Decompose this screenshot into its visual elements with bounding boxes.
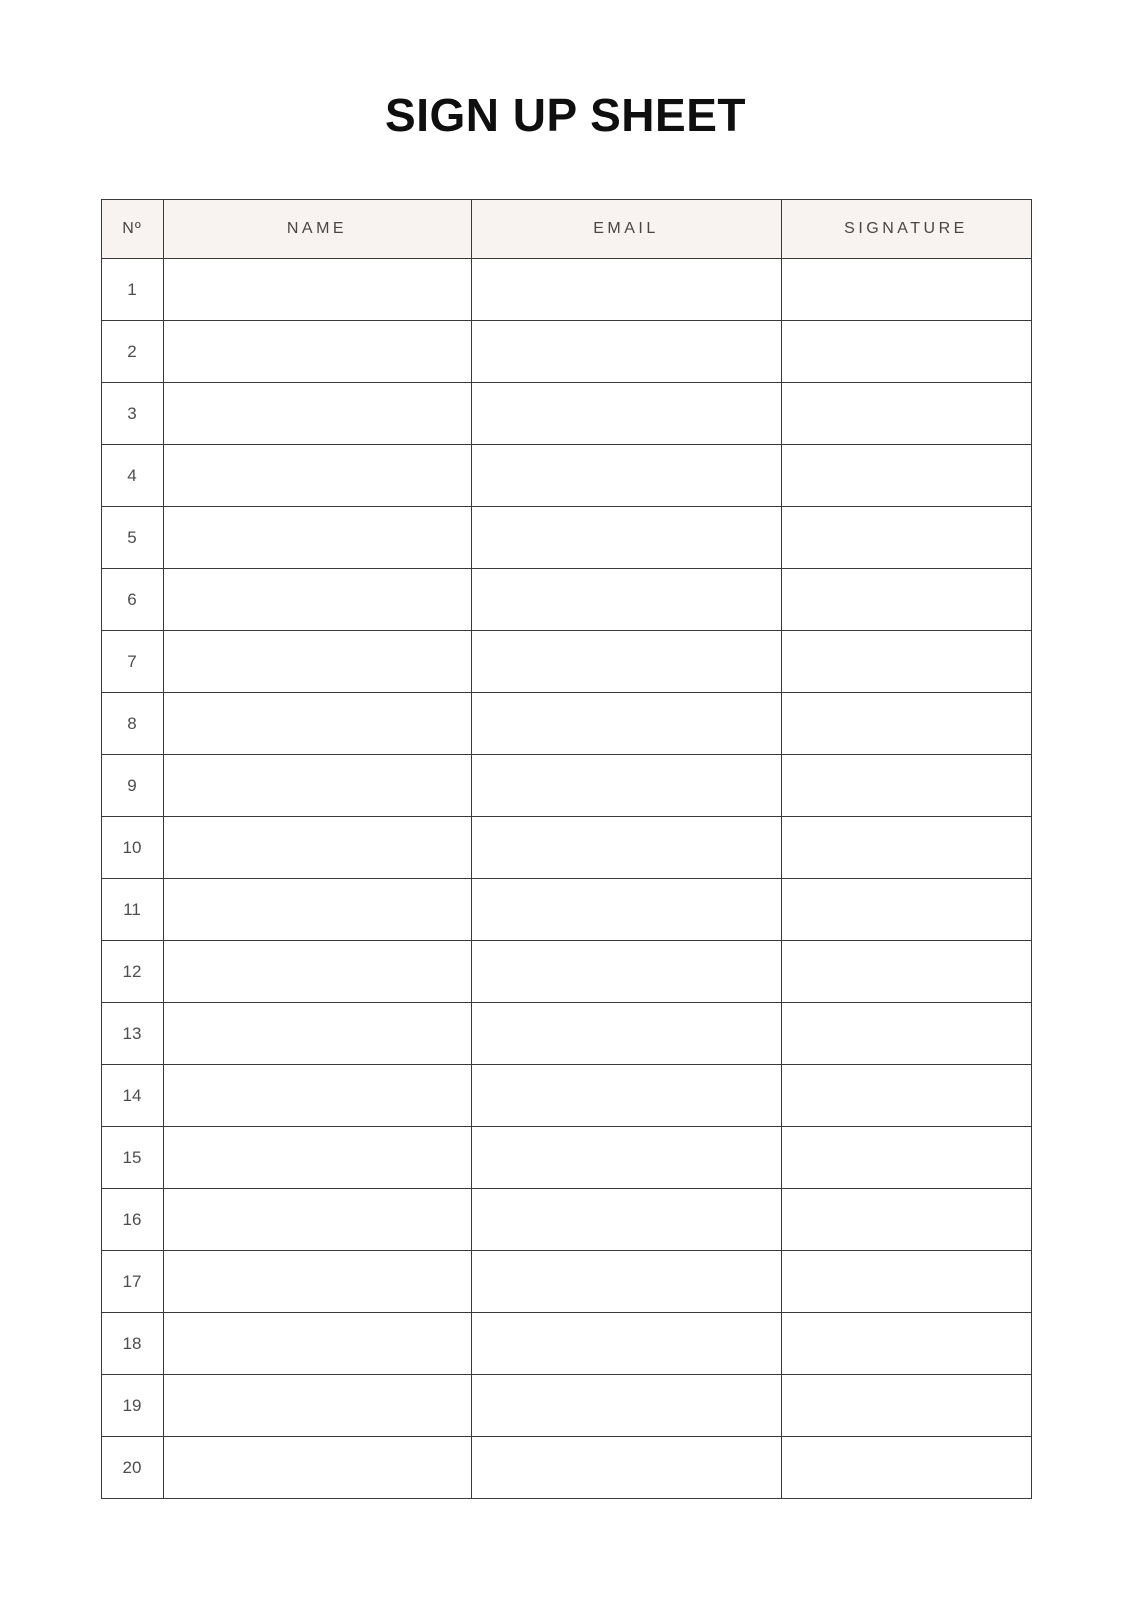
cell-signature[interactable] <box>781 1313 1031 1375</box>
cell-email[interactable] <box>471 817 781 879</box>
cell-signature[interactable] <box>781 1003 1031 1065</box>
table-row <box>101 259 1031 321</box>
cell-email[interactable] <box>471 259 781 321</box>
table-header <box>101 200 1031 259</box>
table-row <box>101 1375 1031 1437</box>
row-number: 11 <box>101 879 163 941</box>
table-row <box>101 321 1031 383</box>
row-number: 20 <box>101 1437 163 1499</box>
cell-email[interactable] <box>471 569 781 631</box>
cell-name[interactable] <box>163 1251 471 1313</box>
cell-signature[interactable] <box>781 1251 1031 1313</box>
table-row <box>101 879 1031 941</box>
row-number: 19 <box>101 1375 163 1437</box>
cell-email[interactable] <box>471 1251 781 1313</box>
cell-email[interactable] <box>471 755 781 817</box>
cell-name[interactable] <box>163 569 471 631</box>
cell-signature[interactable] <box>781 1189 1031 1251</box>
table-row <box>101 1003 1031 1065</box>
table-row <box>101 1313 1031 1375</box>
column-header-signature: SIGNATURE <box>781 200 1031 259</box>
cell-name[interactable] <box>163 259 471 321</box>
table-row <box>101 383 1031 445</box>
row-number: 15 <box>101 1127 163 1189</box>
cell-email[interactable] <box>471 693 781 755</box>
cell-name[interactable] <box>163 383 471 445</box>
cell-signature[interactable] <box>781 1127 1031 1189</box>
cell-signature[interactable] <box>781 383 1031 445</box>
row-number: 9 <box>101 755 163 817</box>
row-number: 7 <box>101 631 163 693</box>
table-row <box>101 569 1031 631</box>
cell-signature[interactable] <box>781 941 1031 1003</box>
cell-email[interactable] <box>471 445 781 507</box>
cell-signature[interactable] <box>781 1065 1031 1127</box>
cell-name[interactable] <box>163 693 471 755</box>
cell-name[interactable] <box>163 1189 471 1251</box>
table-row <box>101 1065 1031 1127</box>
cell-signature[interactable] <box>781 693 1031 755</box>
cell-email[interactable] <box>471 1437 781 1499</box>
table-row <box>101 1189 1031 1251</box>
cell-email[interactable] <box>471 631 781 693</box>
cell-email[interactable] <box>471 1189 781 1251</box>
cell-email[interactable] <box>471 321 781 383</box>
table-row <box>101 1127 1031 1189</box>
row-number: 12 <box>101 941 163 1003</box>
row-number: 10 <box>101 817 163 879</box>
column-header-email: EMAIL <box>471 200 781 259</box>
cell-name[interactable] <box>163 879 471 941</box>
table-row <box>101 445 1031 507</box>
cell-signature[interactable] <box>781 631 1031 693</box>
cell-signature[interactable] <box>781 507 1031 569</box>
table-header-row <box>101 200 1031 259</box>
table-row <box>101 941 1031 1003</box>
table-body <box>101 259 1031 1499</box>
cell-name[interactable] <box>163 1313 471 1375</box>
table-row <box>101 755 1031 817</box>
cell-email[interactable] <box>471 1003 781 1065</box>
row-number: 2 <box>101 321 163 383</box>
cell-signature[interactable] <box>781 569 1031 631</box>
table-row <box>101 693 1031 755</box>
row-number: 14 <box>101 1065 163 1127</box>
signup-table-container <box>101 199 1031 1499</box>
cell-signature[interactable] <box>781 1437 1031 1499</box>
row-number: 13 <box>101 1003 163 1065</box>
cell-email[interactable] <box>471 941 781 1003</box>
cell-name[interactable] <box>163 631 471 693</box>
column-header-name: NAME <box>163 200 471 259</box>
cell-name[interactable] <box>163 1375 471 1437</box>
cell-email[interactable] <box>471 1127 781 1189</box>
cell-signature[interactable] <box>781 755 1031 817</box>
column-header-number: Nº <box>101 200 163 259</box>
cell-name[interactable] <box>163 1003 471 1065</box>
row-number: 6 <box>101 569 163 631</box>
row-number: 3 <box>101 383 163 445</box>
row-number: 17 <box>101 1251 163 1313</box>
row-number: 8 <box>101 693 163 755</box>
cell-signature[interactable] <box>781 879 1031 941</box>
row-number: 5 <box>101 507 163 569</box>
cell-signature[interactable] <box>781 817 1031 879</box>
cell-signature[interactable] <box>781 321 1031 383</box>
cell-name[interactable] <box>163 755 471 817</box>
cell-email[interactable] <box>471 879 781 941</box>
cell-name[interactable] <box>163 1437 471 1499</box>
table-row <box>101 817 1031 879</box>
cell-name[interactable] <box>163 941 471 1003</box>
table-row <box>101 1437 1031 1499</box>
cell-email[interactable] <box>471 383 781 445</box>
cell-signature[interactable] <box>781 259 1031 321</box>
row-number: 16 <box>101 1189 163 1251</box>
table-row <box>101 1251 1031 1313</box>
cell-name[interactable] <box>163 445 471 507</box>
row-number: 18 <box>101 1313 163 1375</box>
cell-email[interactable] <box>471 1375 781 1437</box>
signup-table <box>101 199 1032 1499</box>
row-number: 1 <box>101 259 163 321</box>
cell-name[interactable] <box>163 1127 471 1189</box>
cell-name[interactable] <box>163 817 471 879</box>
cell-email[interactable] <box>471 1065 781 1127</box>
row-number: 4 <box>101 445 163 507</box>
table-row <box>101 507 1031 569</box>
cell-name[interactable] <box>163 1065 471 1127</box>
page-title: SIGN UP SHEET <box>385 89 746 141</box>
cell-name[interactable] <box>163 321 471 383</box>
cell-signature[interactable] <box>781 1375 1031 1437</box>
cell-email[interactable] <box>471 1313 781 1375</box>
table-row <box>101 631 1031 693</box>
cell-signature[interactable] <box>781 445 1031 507</box>
cell-email[interactable] <box>471 507 781 569</box>
cell-name[interactable] <box>163 507 471 569</box>
